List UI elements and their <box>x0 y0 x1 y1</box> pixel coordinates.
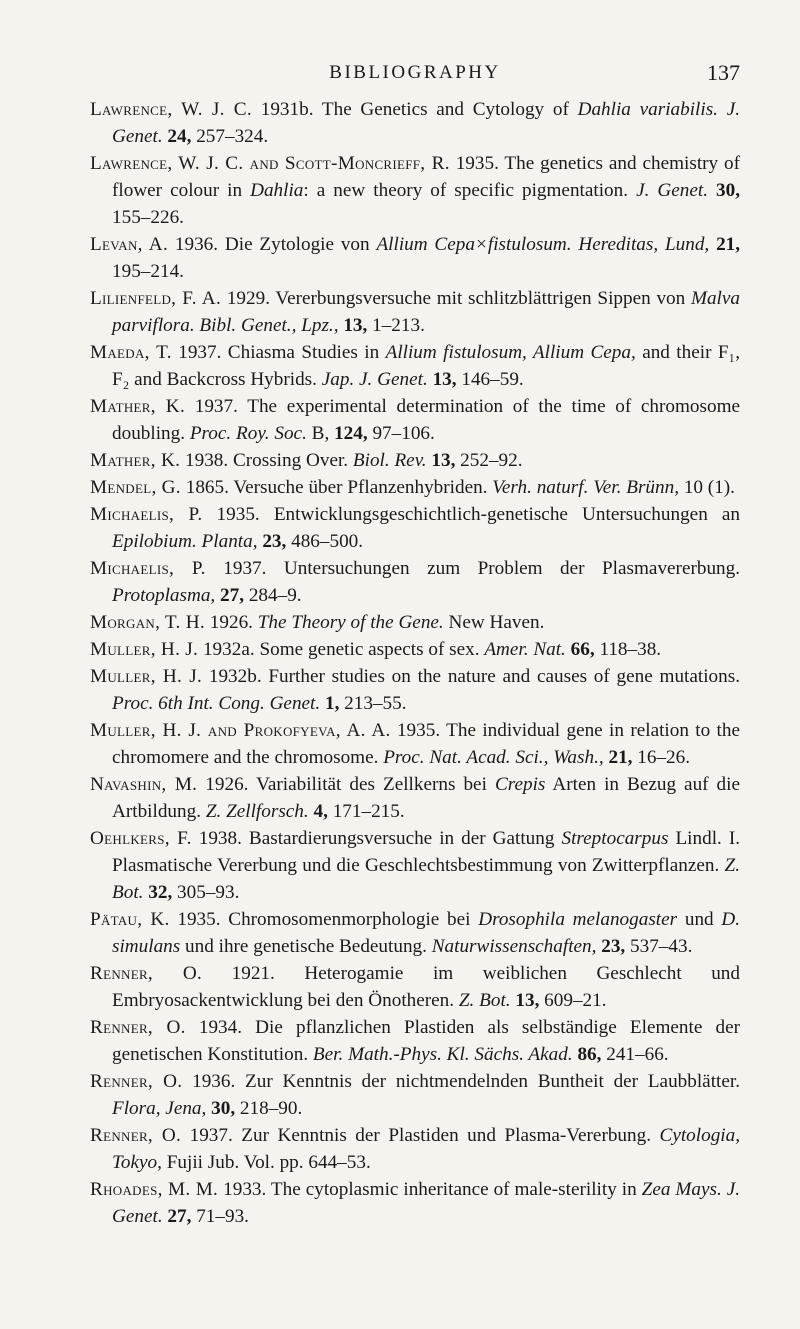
entry-journal: J. Genet. <box>112 1179 741 1227</box>
entry-title-rest: und <box>684 909 714 930</box>
entry-title: Die pflanzlichen Plastiden als selbständige Elemente der genetischen Konstitution. <box>112 1017 740 1065</box>
bibliography-entry <box>90 501 740 555</box>
entry-volume: 23, <box>601 936 626 957</box>
bibliography-entry <box>90 555 740 609</box>
bibliography-entry <box>90 636 740 663</box>
entry-author: Pätau, K. <box>90 909 170 930</box>
entry-pages: 213–55. <box>344 693 407 714</box>
entry-title-italic: Zea Mays. <box>641 1179 722 1200</box>
entry-year: 1933. <box>223 1179 267 1200</box>
entry-title-rest: Arten in Bezug auf die Artbildung. <box>112 774 741 822</box>
entry-author: Muller, H. J. <box>90 666 203 687</box>
entry-author: Oehlkers, F. <box>90 828 192 849</box>
entry-author: Michaelis, P. <box>90 504 203 525</box>
entry-title-italic: Dahlia <box>250 180 304 201</box>
entry-journal: Planta, <box>201 531 258 552</box>
entry-title: Zur Kenntnis der Plastiden und Plasma-Vererbung. <box>241 1125 652 1146</box>
entry-author: Renner, O. <box>90 1017 186 1038</box>
entry-title: Versuche über Pflanzenhybriden. <box>233 477 488 498</box>
entry-title: Some genetic aspects of sex. <box>259 639 480 660</box>
entry-volume: 4, <box>313 801 328 822</box>
entry-author: Mendel, G. <box>90 477 181 498</box>
bibliography-entry <box>90 663 740 717</box>
bibliography-entry <box>90 825 740 906</box>
entry-title: Untersuchungen zum Problem der Plasmavererbung. <box>283 558 741 579</box>
entry-year: 1937. <box>194 396 238 417</box>
bibliography-entry <box>90 1122 740 1176</box>
entry-author: Navashin, M. <box>90 774 198 795</box>
bibliography-entry <box>90 447 740 474</box>
entry-author: Renner, O. <box>90 1125 182 1146</box>
entry-volume: 86, <box>577 1044 602 1065</box>
bibliography-entry <box>90 474 740 501</box>
entry-pages: 241–66. <box>606 1044 669 1065</box>
bibliography-entry <box>90 339 740 393</box>
entry-pages: 257–324. <box>196 126 269 147</box>
bibliography-entry <box>90 1014 740 1068</box>
entry-title: Vererbungsversuche mit schlitzblättrigen Sippen von <box>275 288 686 309</box>
entry-year: 1935. <box>396 720 441 741</box>
entry-title: The experimental determination of the time of chromosome doubling. <box>112 396 741 444</box>
entry-volume: 24, <box>167 126 192 147</box>
entry-title-rest: New Haven. <box>448 612 545 633</box>
entry-author: Lilienfeld, F. A. <box>90 288 222 309</box>
entry-year: 1937. <box>223 558 267 579</box>
entry-title-rest: and their F₁, F₂ and Backcross Hybrids. <box>112 342 741 390</box>
entry-journal: Z. Bot. <box>112 855 741 903</box>
entry-pages: 1–213. <box>372 315 425 336</box>
entry-title-italic: Streptocarpus <box>561 828 669 849</box>
entry-year: 1935. <box>177 909 221 930</box>
bibliography-entry <box>90 231 740 285</box>
entry-title: The Genetics and Cytology of <box>321 99 569 120</box>
entry-author: Lawrence, W. J. C. <box>90 99 252 120</box>
entry-year: 1935. <box>455 153 499 174</box>
entry-author: Michaelis, P. <box>90 558 206 579</box>
entry-journal: Ber. Math.-Phys. Kl. Sächs. Akad. <box>312 1044 573 1065</box>
entry-title-rest: : a new theory of specific pigmentation. <box>303 180 629 201</box>
entry-pages: 609–21. <box>544 990 607 1011</box>
entry-year: 1932a. <box>202 639 255 660</box>
entry-volume: 13, <box>343 315 368 336</box>
entry-title-italic: The Theory of the Gene. <box>257 612 444 633</box>
entry-year: 1937. <box>178 342 222 363</box>
entry-pages: 146–59. <box>461 369 524 390</box>
entry-title-italic: D. simulans <box>112 909 741 957</box>
entry-author: Levan, A. <box>90 234 169 255</box>
entry-title-rest: Lindl. I. Plasmatische Vererbung und die Geschlechtsbestimmung von Zwitterpflanzen. <box>112 828 741 876</box>
entry-volume: 13, <box>432 369 457 390</box>
entry-author: Maeda, T. <box>90 342 172 363</box>
entry-pages: 171–215. <box>332 801 405 822</box>
entry-title: Crossing Over. <box>232 450 349 471</box>
entry-title: The individual gene in relation to the chromomere and the chromosome. <box>112 720 741 768</box>
entry-volume: 27, <box>220 585 245 606</box>
entry-volume: 66, <box>570 639 595 660</box>
entry-pages: 284–9. <box>248 585 302 606</box>
entry-volume: 23, <box>262 531 287 552</box>
entry-title-italic: Epilobium. <box>112 531 197 552</box>
entry-journal: Z. Bot. <box>458 990 511 1011</box>
entry-year: 1935. <box>216 504 260 525</box>
bibliography-entry <box>90 906 740 960</box>
entry-year: 1929. <box>226 288 270 309</box>
entry-title: Chromosomenmorphologie bei <box>228 909 471 930</box>
entry-author: Morgan, T. H. <box>90 612 205 633</box>
entry-volume: 27, <box>167 1206 192 1227</box>
bibliography-entry <box>90 96 740 150</box>
entry-author: Muller, H. J. <box>90 639 199 660</box>
bibliography-entry <box>90 1068 740 1122</box>
entry-pages: 10 (1). <box>683 477 735 498</box>
entry-volume: 1, <box>324 693 340 714</box>
bibliography-entry <box>90 717 740 771</box>
entry-title-italic: Allium fistulosum, Allium Cepa, <box>385 342 636 363</box>
entry-pages: 252–92. <box>460 450 523 471</box>
entry-pages: 71–93. <box>196 1206 249 1227</box>
entry-journal: Jap. J. Genet. <box>321 369 428 390</box>
entry-journal: Proc. 6th Int. Cong. Genet. <box>112 693 321 714</box>
entry-author: Mather, K. <box>90 450 181 471</box>
entry-journal: Proc. Roy. Soc. <box>189 423 307 444</box>
entry-year: 1926. <box>209 612 253 633</box>
running-head <box>90 58 740 88</box>
entry-volume: 30, <box>716 180 741 201</box>
entry-year: 1937. <box>189 1125 233 1146</box>
bibliography-entry <box>90 609 740 636</box>
entry-journal-rest: Fujii Jub. Vol. pp. <box>166 1152 304 1173</box>
entry-volume: 13, <box>431 450 456 471</box>
entry-pages: 118–38. <box>599 639 662 660</box>
entry-year: 1936. <box>192 1071 236 1092</box>
entry-title: Entwicklungsgeschichtlich-genetische Untersuchungen an <box>273 504 740 525</box>
entry-title: Chiasma Studies in <box>227 342 380 363</box>
entry-title-rest: und ihre genetische Bedeutung. <box>185 936 427 957</box>
entry-year: 1938. <box>198 828 242 849</box>
entry-journal-rest: B, <box>311 423 330 444</box>
entry-pages: 218–90. <box>239 1098 303 1119</box>
bibliography-entry <box>90 960 740 1014</box>
entry-year: 1932b. <box>208 666 262 687</box>
entry-author: Rhoades, M. M. <box>90 1179 219 1200</box>
entry-volume: 32, <box>148 882 173 903</box>
entry-author: Muller, H. J. and Prokofyeva, A. A. <box>90 720 391 741</box>
entry-title: Die Zytologie von <box>224 234 370 255</box>
entry-title: The cytoplasmic inheritance of male-sterility in <box>270 1179 637 1200</box>
entry-journal: Z. Zellforsch. <box>205 801 309 822</box>
entry-title-italic: Crepis <box>494 774 546 795</box>
entry-author: Renner, O. <box>90 1071 183 1092</box>
entry-title-italic: Malva parviflora. <box>112 288 741 336</box>
entry-title-italic: Dahlia variabilis. <box>577 99 718 120</box>
entry-pages: 644–53. <box>308 1152 371 1173</box>
page-number: 137 <box>707 60 740 85</box>
entry-title-italic: Drosophila melanogaster <box>478 909 678 930</box>
entry-title: Zur Kenntnis der nichtmendelnden Buntheit der Laubblätter. <box>245 1071 741 1092</box>
entry-volume: 13, <box>515 990 540 1011</box>
entry-title: The genetics and chemistry of flower colour in <box>112 153 740 201</box>
entry-pages: 305–93. <box>177 882 240 903</box>
entry-journal: Verh. naturf. Ver. Brünn, <box>492 477 680 498</box>
entry-pages: 155–226. <box>112 207 184 228</box>
bibliography-entry <box>90 285 740 339</box>
entry-author: Mather, K. <box>90 396 186 417</box>
entry-pages: 97–106. <box>372 423 435 444</box>
entry-journal: Cytologia, Tokyo, <box>112 1125 741 1173</box>
entry-journal: Bibl. Genet., Lpz., <box>199 315 339 336</box>
entry-journal: Hereditas, Lund, <box>578 234 710 255</box>
entry-year: 1921. <box>231 963 275 984</box>
entry-journal: Flora, Jena, <box>112 1098 207 1119</box>
entry-year: 1865. <box>185 477 229 498</box>
bibliography-entry <box>90 150 740 231</box>
entry-title-italic: Allium Cepa×fistulosum. <box>376 234 572 255</box>
entry-journal: Biol. Rev. <box>352 450 427 471</box>
entry-journal: Protoplasma, <box>112 585 216 606</box>
entry-author: Lawrence, W. J. C. and Scott-Moncrieff, R. <box>90 153 450 174</box>
bibliography-entry <box>90 771 740 825</box>
entry-pages: 537–43. <box>630 936 693 957</box>
entry-volume: 124, <box>334 423 368 444</box>
entry-year: 1926. <box>205 774 249 795</box>
entry-journal: Amer. Nat. <box>484 639 566 660</box>
entry-author: Renner, O. <box>90 963 203 984</box>
bibliography-entry <box>90 1176 740 1230</box>
entry-title: Bastardierungsversuche in der Gattung <box>248 828 555 849</box>
entry-volume: 21, <box>608 747 633 768</box>
entry-journal: J. Genet. <box>636 180 709 201</box>
bibliography-entry <box>90 393 740 447</box>
entry-pages: 16–26. <box>637 747 691 768</box>
entry-volume: 21, <box>716 234 741 255</box>
entry-year: 1938. <box>185 450 229 471</box>
entry-journal: Naturwissenschaften, <box>431 936 597 957</box>
entry-volume: 30, <box>211 1098 236 1119</box>
entry-title: Heterogamie im weiblichen Geschlecht und Embryosackentwicklung bei den Önotheren. <box>112 963 740 1011</box>
entry-journal: Proc. Nat. Acad. Sci., Wash., <box>383 747 604 768</box>
entry-year: 1936. <box>174 234 219 255</box>
bibliography-list <box>90 96 740 1230</box>
entry-year: 1931b. <box>260 99 314 120</box>
entry-title: Further studies on the nature and causes of gene mutations. <box>268 666 741 687</box>
entry-pages: 486–500. <box>291 531 364 552</box>
entry-year: 1934. <box>198 1017 243 1038</box>
entry-title: Variabilität des Zellkerns bei <box>256 774 487 795</box>
page-header-title: BIBLIOGRAPHY <box>329 62 501 83</box>
entry-pages: 195–214. <box>112 261 184 282</box>
entry-journal: J. Genet. <box>112 99 741 147</box>
